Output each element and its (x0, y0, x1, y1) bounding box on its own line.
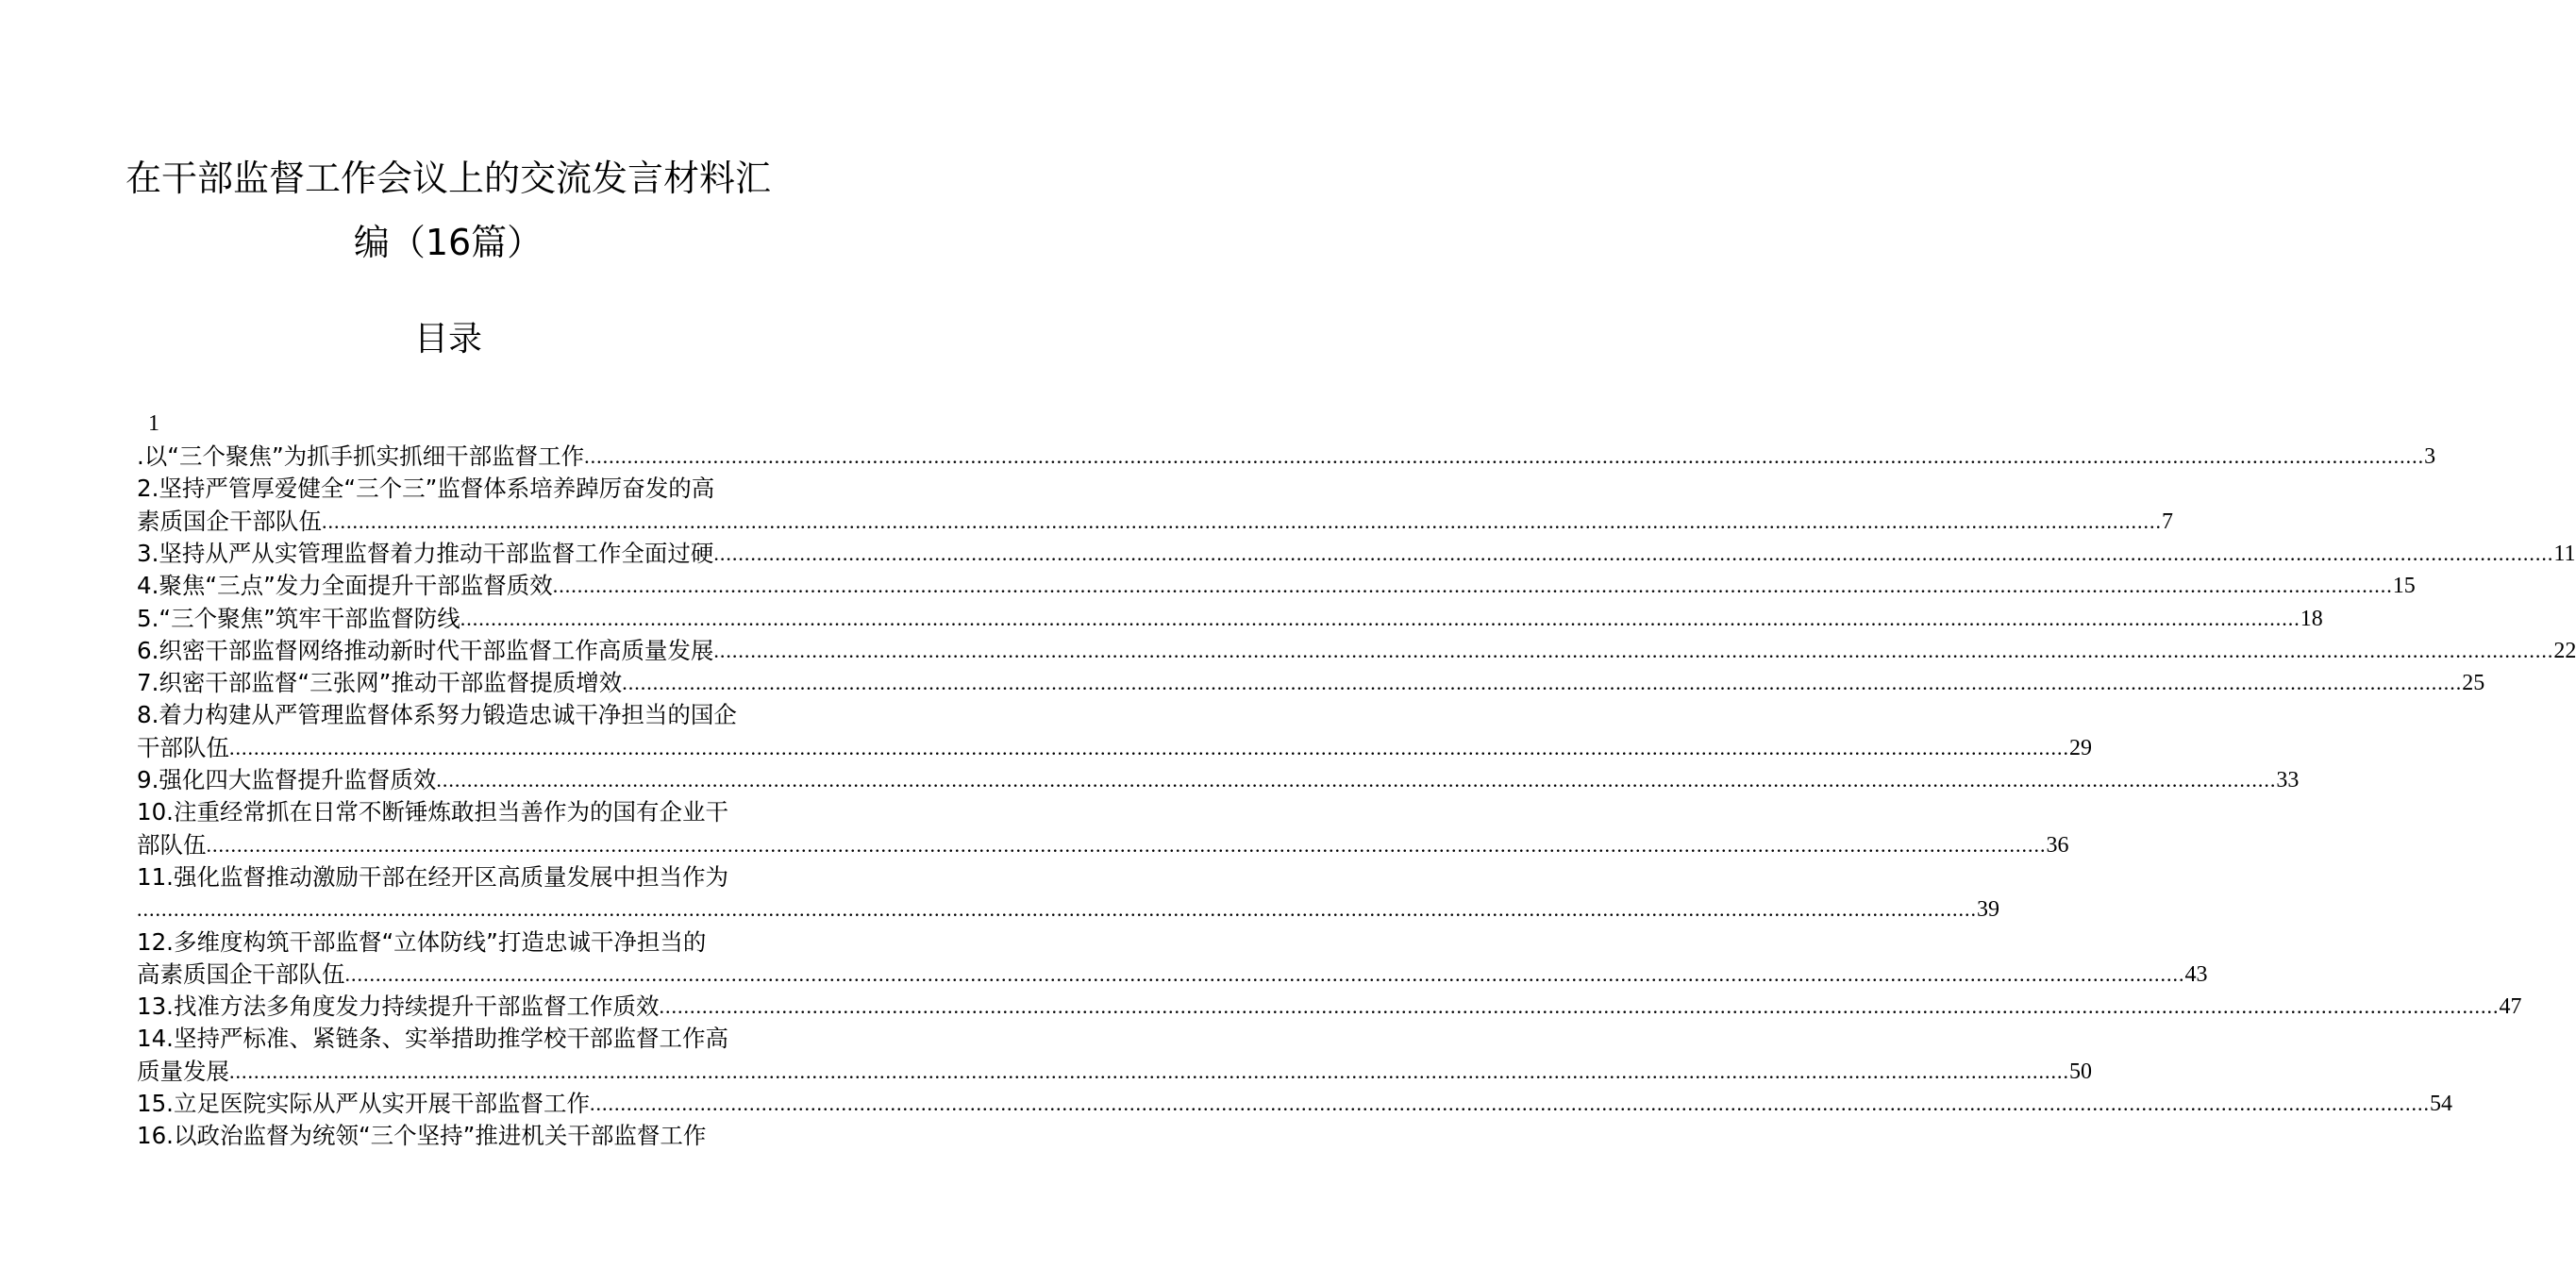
toc-entry-line[interactable] (137, 603, 2323, 635)
toc-entry-line[interactable] (137, 570, 2416, 602)
toc-leader-dots: ............................................................................................................................................................................................................................................................................................................ (344, 961, 2185, 986)
toc-entry-line[interactable] (137, 667, 2485, 699)
toc-page-number: 29 (2069, 735, 2092, 760)
toc-entry-text: 11.强化监督推动激励干部在经开区高质量发展中担当作为 (137, 862, 728, 891)
toc-entry-text: 干部队伍 (137, 733, 229, 761)
toc-entry-line[interactable] (137, 473, 761, 505)
toc-entry-line[interactable] (137, 1023, 761, 1055)
toc-entry-line[interactable] (137, 959, 2208, 991)
toc-entry-line[interactable] (137, 538, 2576, 570)
toc-leader-dots: ............................................................................................................................................................................................................................................................................................................ (460, 606, 2300, 630)
toc-page-number: 47 (2499, 994, 2522, 1020)
toc-entry-line[interactable] (137, 732, 2092, 764)
toc-entry-text: 16.以政治监督为统领“三个坚持”推进机关干部监督工作 (137, 1122, 707, 1150)
toc-entry-text: 10.注重经常抓在日常不断锤炼敢担当善作为的国有企业干 (137, 798, 728, 826)
toc-entry-line[interactable] (137, 635, 2576, 667)
toc-page-number: 7 (2162, 509, 2173, 534)
toc-entry-line[interactable] (137, 1056, 2092, 1088)
toc-entry-line[interactable] (137, 506, 2173, 538)
toc-entry-text: 5.“三个聚焦”筑牢干部监督防线 (137, 604, 460, 632)
toc-page-number: 33 (2276, 768, 2300, 792)
toc-entry-text: 高素质国企干部队伍 (137, 959, 345, 988)
toc-entry-line[interactable] (137, 441, 2436, 473)
document-title-line-1: 在干部监督工作会议上的交流发言材料汇 (125, 158, 771, 199)
toc-entry-line[interactable] (137, 796, 761, 828)
toc-entry-text: 9.强化四大监督提升监督质效 (137, 766, 437, 793)
toc-heading: 目录 (413, 320, 482, 359)
toc-page-number: 39 (1977, 897, 1999, 923)
toc-page-number: 22 (2553, 638, 2576, 663)
toc-entry-text: 7.织密干部监督“三张网”推动干部监督提质增效 (137, 669, 623, 697)
toc-entry-line[interactable] (137, 764, 2300, 796)
toc-entry-line[interactable] (137, 699, 761, 731)
toc-entry-text: 质量发展 (137, 1057, 229, 1085)
toc-entry-text: 14.坚持严标准、紧链条、实举措助推学校干部监督工作高 (137, 1025, 728, 1053)
toc-page-number: 43 (2184, 961, 2208, 987)
toc-leader-dots: ............................................................................................................................................................................................................................................................................................................ (206, 832, 2047, 857)
toc-leader-dots: ............................................................................................................................................................................................................................................................................................................ (659, 994, 2500, 1019)
toc-page-number: 18 (2300, 606, 2323, 631)
toc-entry-text: 12.多维度构筑干部监督“立体防线”打造忠诚干净担当的 (137, 927, 707, 956)
toc-entry-line[interactable] (137, 1120, 761, 1152)
toc-leader-dots: ............................................................................................................................................................................................................................................................................................................ (713, 638, 2554, 662)
toc-entry-text: 部队伍 (137, 830, 207, 859)
toc-leader-dots: ............................................................................................................................................................................................................................................................................................................ (622, 671, 2463, 695)
toc-page-number: 15 (2392, 574, 2416, 599)
toc-page-number: 25 (2462, 671, 2485, 696)
toc-entry-line[interactable] (137, 991, 2522, 1023)
toc-leader-dots: ............................................................................................................................................................................................................................................................................................................ (229, 735, 2069, 759)
toc-page-number: 11 (2553, 541, 2576, 566)
toc-leader-dots: ............................................................................................................................................................................................................................................................................................................ (137, 897, 1977, 922)
toc-entry-text: 3.坚持从严从实管理监督着力推动干部监督工作全面过硬 (137, 539, 714, 567)
toc-page-number: 50 (2069, 1059, 2092, 1084)
document-title-line-2: 编（16篇） (353, 222, 544, 263)
toc-entry-text: 4.聚焦“三点”发力全面提升干部监督质效 (137, 572, 553, 600)
toc-entry-text: 素质国企干部队伍 (137, 507, 322, 535)
toc-leader-dots: ............................................................................................................................................................................................................................................................................................................ (589, 1092, 2430, 1115)
toc-entry-text: 6.织密干部监督网络推动新时代干部监督工作高质量发展 (137, 636, 714, 664)
toc-entry-line[interactable] (137, 926, 761, 959)
toc-leader-dots: ............................................................................................................................................................................................................................................................................................................ (584, 444, 2425, 468)
toc-leader-dots: ............................................................................................................................................................................................................................................................................................................ (713, 541, 2554, 565)
toc-entry-line[interactable] (137, 829, 2069, 861)
toc-entry-line[interactable] (137, 893, 1999, 926)
toc-entry-text: 13.找准方法多角度发力持续提升干部监督工作质效 (137, 993, 660, 1021)
toc-entry-text: 15.立足医院实际从严从实开展干部监督工作 (137, 1090, 590, 1117)
toc-leader-dots: ............................................................................................................................................................................................................................................................................................................ (229, 1059, 2069, 1083)
toc-page-number: 54 (2429, 1092, 2452, 1116)
toc-leader-dots: ............................................................................................................................................................................................................................................................................................................ (552, 574, 2393, 598)
toc-entry-line[interactable] (137, 1088, 2452, 1120)
toc-leader-dots: ............................................................................................................................................................................................................................................................................................................ (436, 768, 2277, 792)
toc-page-number: 3 (2424, 444, 2436, 469)
toc-entry-text: .以“三个聚焦”为抓手抓实抓细干部监督工作 (137, 442, 585, 470)
toc-entry-line[interactable] (137, 861, 761, 893)
toc-first-number: 1 (148, 411, 159, 436)
toc-entry-text: 2.坚持严管厚爱健全“三个三”监督体系培养踔厉奋发的高 (137, 475, 715, 503)
toc-entry-text: 8.着力构建从严管理监督体系努力锻造忠诚干净担当的国企 (137, 701, 737, 729)
toc-leader-dots: ............................................................................................................................................................................................................................................................................................................ (322, 509, 2162, 533)
toc-page-number: 36 (2046, 832, 2069, 858)
